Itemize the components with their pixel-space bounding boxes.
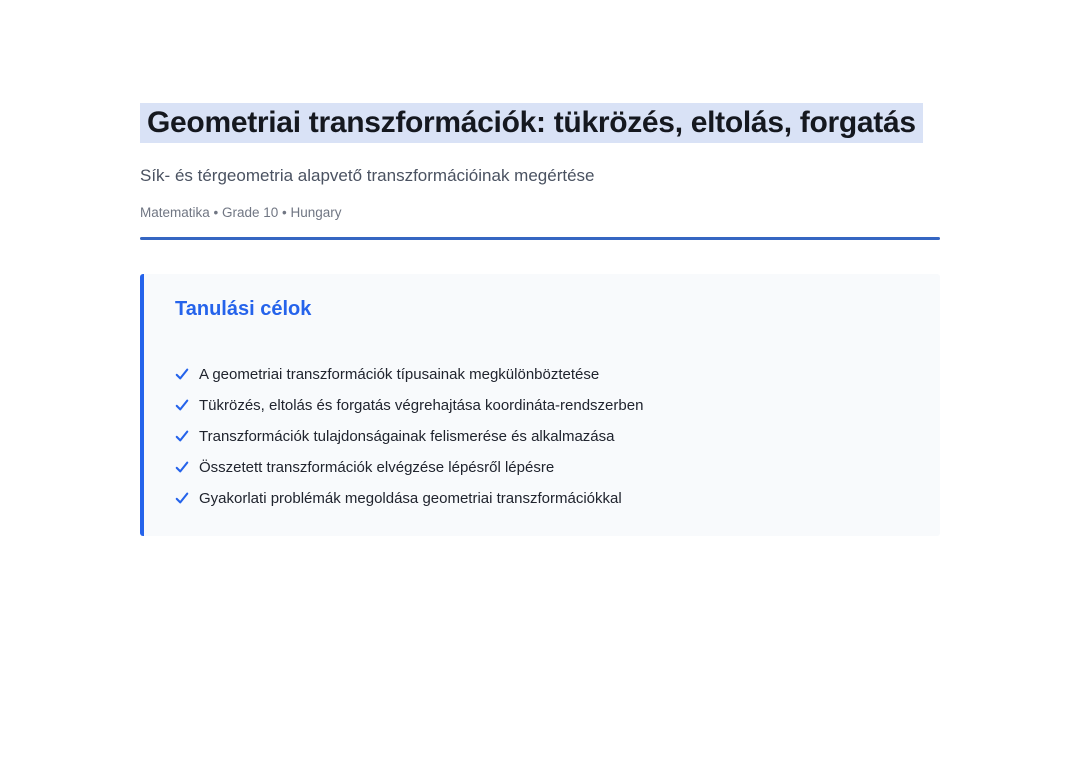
- page-title-highlight: Geometriai transzformációk: tükrözés, eltolás, forgatás: [140, 103, 923, 143]
- objectives-list: [175, 367, 908, 506]
- check-icon: [175, 398, 189, 412]
- objective-text: Összetett transzformációk elvégzése lépésről lépésre: [199, 459, 555, 476]
- list-item: [175, 398, 908, 413]
- objectives-heading: Tanulási célok: [175, 298, 312, 320]
- objective-text: Gyakorlati problémák megoldása geometriai transzformációkkal: [199, 490, 622, 507]
- lesson-page: [140, 0, 940, 536]
- lesson-meta: Matematika • Grade 10 • Hungary: [140, 205, 342, 220]
- check-icon: [175, 429, 189, 443]
- check-icon: [175, 367, 189, 381]
- list-item: [175, 491, 908, 506]
- check-icon: [175, 491, 189, 505]
- check-icon: [175, 460, 189, 474]
- objective-text: Tükrözés, eltolás és forgatás végrehajtása koordináta-rendszerben: [199, 397, 644, 414]
- page-title: [140, 97, 940, 149]
- list-item: [175, 460, 908, 475]
- list-item: [175, 429, 908, 444]
- list-item: [175, 367, 908, 382]
- objective-text: Transzformációk tulajdonságainak felismerése és alkalmazása: [199, 428, 615, 445]
- objective-text: A geometriai transzformációk típusainak megkülönböztetése: [199, 366, 600, 383]
- page-subtitle: Sík- és térgeometria alapvető transzformációinak megértése: [140, 166, 595, 185]
- section-divider: [140, 237, 940, 240]
- learning-objectives-card: [140, 274, 940, 536]
